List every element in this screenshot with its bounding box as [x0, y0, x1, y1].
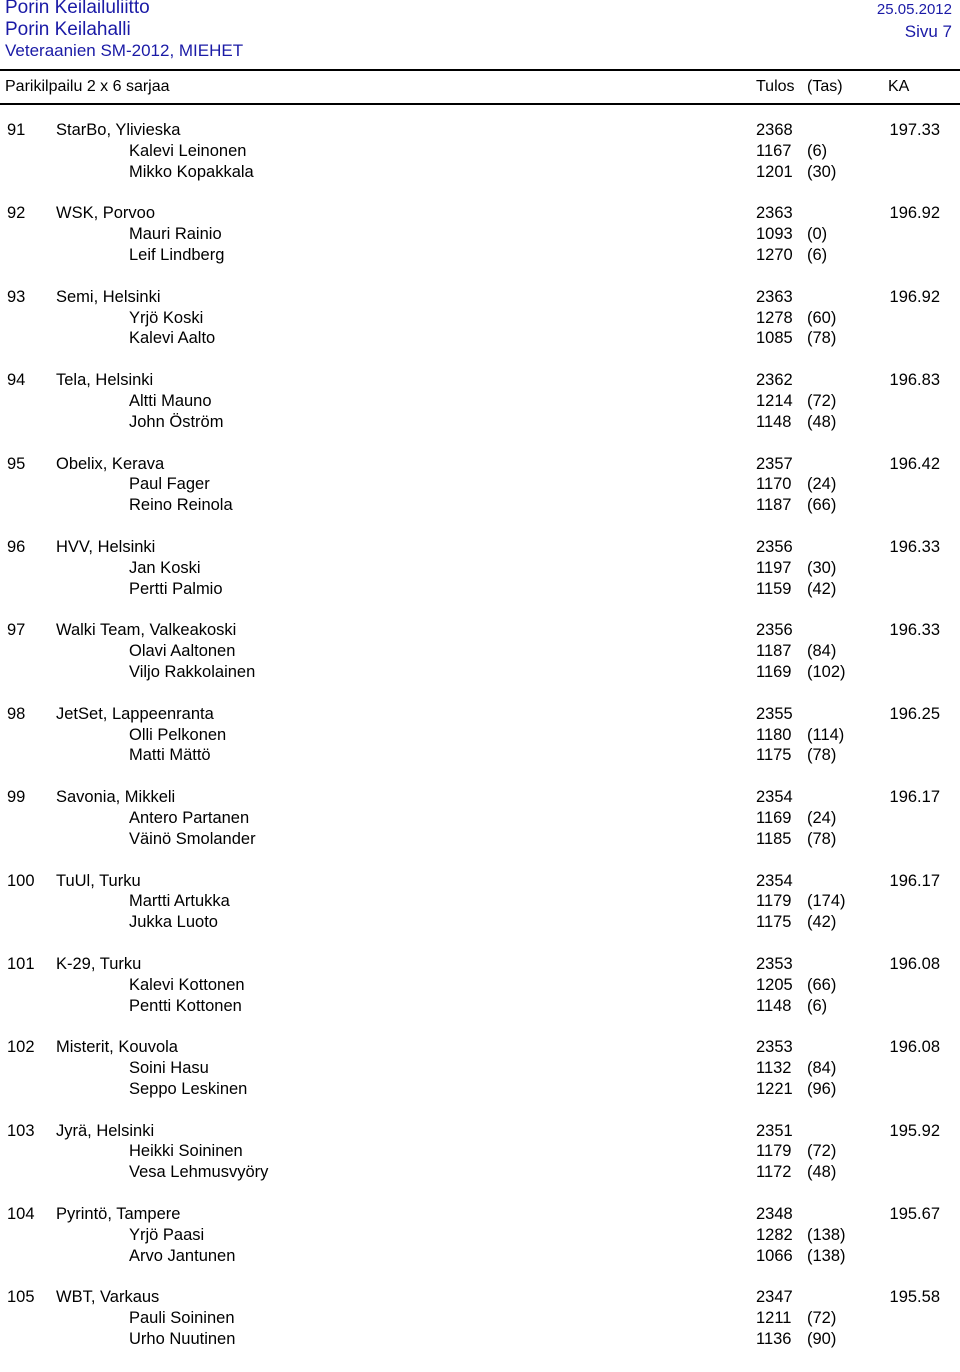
- player-name: Jan Koski: [129, 558, 201, 577]
- team-average: 196.17: [889, 788, 940, 807]
- player-row: [0, 1059, 960, 1080]
- player-handicap: (138): [807, 1246, 846, 1265]
- team-average: 196.33: [889, 537, 940, 556]
- team-total: 2353: [756, 1038, 793, 1057]
- player-handicap: (72): [807, 1309, 837, 1328]
- player-row: [0, 1330, 960, 1351]
- player-handicap: (72): [807, 1142, 837, 1161]
- report-date: 25.05.2012: [876, 1, 952, 18]
- team-rank: 99: [7, 788, 26, 807]
- team-block: [0, 455, 960, 538]
- player-score: 1278: [756, 308, 793, 327]
- player-name: Arvo Jantunen: [129, 1246, 236, 1265]
- player-score: 1169: [756, 808, 792, 827]
- player-score: 1187: [756, 642, 792, 661]
- result-column-header: Tulos: [756, 78, 795, 95]
- player-row: [0, 809, 960, 830]
- handicap-column-header: (Tas): [807, 78, 843, 95]
- player-handicap: (30): [807, 162, 837, 181]
- team-total: 2347: [756, 1288, 793, 1307]
- player-handicap: (84): [807, 1059, 837, 1078]
- team-block: [0, 371, 960, 454]
- player-row: [0, 1309, 960, 1330]
- player-handicap: (102): [807, 662, 846, 681]
- player-handicap: (96): [807, 1079, 837, 1098]
- team-rank: 101: [7, 954, 35, 973]
- player-score: 1175: [756, 746, 792, 765]
- team-name: Obelix, Kerava: [56, 454, 165, 473]
- team-average: 196.33: [889, 621, 940, 640]
- team-average: 196.25: [889, 704, 940, 723]
- player-row: [0, 246, 960, 267]
- player-score: 1179: [756, 1142, 792, 1161]
- player-name: Paul Fager: [129, 475, 210, 494]
- player-score: 1187: [756, 496, 792, 515]
- player-row: [0, 997, 960, 1018]
- team-average: 195.58: [889, 1288, 940, 1307]
- player-row: [0, 642, 960, 663]
- player-handicap: (78): [807, 746, 837, 765]
- team-name: WBT, Varkaus: [56, 1288, 160, 1307]
- team-average: 197.33: [889, 121, 940, 139]
- player-handicap: (42): [807, 913, 837, 932]
- page-number: Sivu 7: [904, 22, 952, 41]
- player-score: 1270: [756, 245, 793, 264]
- player-score: 1066: [756, 1246, 793, 1265]
- player-handicap: (6): [807, 141, 828, 160]
- team-name: HVV, Helsinki: [56, 537, 156, 556]
- player-score: 1179: [756, 892, 792, 911]
- team-name: K-29, Turku: [56, 954, 142, 973]
- player-handicap: (66): [807, 496, 837, 515]
- team-block: [0, 705, 960, 788]
- team-average: 196.17: [889, 871, 940, 890]
- team-average: 196.83: [889, 371, 940, 390]
- player-row: [0, 142, 960, 163]
- team-row: [0, 621, 960, 642]
- team-block: [0, 872, 960, 955]
- team-total: 2354: [756, 788, 793, 807]
- player-handicap: (30): [807, 558, 837, 577]
- event-title: Veteraanien SM-2012, MIEHET: [5, 41, 244, 60]
- team-total: 2348: [756, 1205, 793, 1224]
- player-score: 1148: [756, 412, 792, 431]
- player-score: 1180: [756, 725, 792, 744]
- player-name: Soini Hasu: [129, 1059, 209, 1078]
- player-row: [0, 309, 960, 330]
- player-handicap: (66): [807, 975, 837, 994]
- header-row-2: [5, 19, 952, 41]
- player-name: Reino Reinola: [129, 496, 233, 515]
- player-name: Leif Lindberg: [129, 245, 225, 264]
- player-row: [0, 559, 960, 580]
- team-rank: 97: [7, 621, 26, 640]
- team-total: 2355: [756, 704, 793, 723]
- player-score: 1201: [756, 162, 793, 181]
- team-row: [0, 204, 960, 225]
- player-handicap: (138): [807, 1225, 846, 1244]
- player-handicap: (48): [807, 1163, 837, 1182]
- team-row: [0, 872, 960, 893]
- team-total: 2351: [756, 1121, 793, 1140]
- team-total: 2356: [756, 537, 793, 556]
- player-name: John Öström: [129, 412, 224, 431]
- player-handicap: (72): [807, 391, 837, 410]
- team-total: 2357: [756, 454, 793, 473]
- team-name: WSK, Porvoo: [56, 204, 156, 223]
- team-row: [0, 371, 960, 392]
- team-total: 2362: [756, 371, 793, 390]
- average-column-header: KA: [888, 78, 910, 95]
- team-average: 196.42: [889, 454, 940, 473]
- team-name: Savonia, Mikkeli: [56, 788, 176, 807]
- player-handicap: (114): [807, 725, 845, 744]
- player-name: Kalevi Aalto: [129, 329, 216, 348]
- player-name: Mauri Rainio: [129, 225, 222, 244]
- competition-label: Parikilpailu 2 x 6 sarjaa: [5, 78, 170, 95]
- team-rank: 93: [7, 287, 26, 306]
- team-average: 196.92: [889, 287, 940, 306]
- player-score: 1093: [756, 225, 793, 244]
- player-score: 1169: [756, 662, 792, 681]
- player-row: [0, 892, 960, 913]
- player-score: 1148: [756, 996, 792, 1015]
- player-row: [0, 746, 960, 767]
- team-block: [0, 788, 960, 871]
- team-block: [0, 1288, 960, 1371]
- player-row: [0, 413, 960, 434]
- team-rank: 100: [7, 871, 35, 890]
- player-name: Pauli Soininen: [129, 1309, 235, 1328]
- player-name: Antero Partanen: [129, 808, 250, 827]
- player-row: [0, 329, 960, 350]
- player-score: 1085: [756, 329, 793, 348]
- player-handicap: (48): [807, 412, 837, 431]
- team-name: StarBo, Ylivieska: [56, 121, 181, 139]
- player-score: 1170: [756, 475, 792, 494]
- team-rank: 105: [7, 1288, 35, 1307]
- player-handicap: (24): [807, 475, 837, 494]
- team-row: [0, 538, 960, 559]
- team-total: 2354: [756, 871, 793, 890]
- team-rank: 92: [7, 204, 26, 223]
- player-row: [0, 1080, 960, 1101]
- team-row: [0, 1122, 960, 1143]
- team-rank: 102: [7, 1038, 35, 1057]
- team-total: 2356: [756, 621, 793, 640]
- player-score: 1167: [756, 141, 792, 160]
- player-handicap: (6): [807, 996, 828, 1015]
- player-name: Pentti Kottonen: [129, 996, 242, 1015]
- player-score: 1159: [756, 579, 792, 598]
- team-block: [0, 538, 960, 621]
- player-row: [0, 580, 960, 601]
- player-score: 1205: [756, 975, 793, 994]
- team-rank: 103: [7, 1121, 35, 1140]
- player-row: [0, 1226, 960, 1247]
- team-name: Pyrintö, Tampere: [56, 1205, 181, 1224]
- player-row: [0, 663, 960, 684]
- team-row: [0, 788, 960, 809]
- header-row-3: [5, 41, 952, 63]
- player-row: [0, 1163, 960, 1184]
- team-average: 196.08: [889, 1038, 940, 1057]
- team-row: [0, 1205, 960, 1226]
- player-row: [0, 225, 960, 246]
- player-name: Seppo Leskinen: [129, 1079, 248, 1098]
- team-row: [0, 288, 960, 309]
- player-name: Yrjö Paasi: [129, 1225, 205, 1244]
- player-handicap: (78): [807, 329, 837, 348]
- player-name: Olli Pelkonen: [129, 725, 227, 744]
- player-name: Jukka Luoto: [129, 913, 218, 932]
- team-block: [0, 955, 960, 1038]
- team-block: [0, 121, 960, 204]
- team-name: Tela, Helsinki: [56, 371, 154, 390]
- player-name: Kalevi Leinonen: [129, 141, 247, 160]
- player-score: 1282: [756, 1225, 793, 1244]
- player-row: [0, 475, 960, 496]
- player-name: Vesa Lehmusvyöry: [129, 1163, 269, 1182]
- team-block: [0, 621, 960, 704]
- team-name: Jyrä, Helsinki: [56, 1121, 155, 1140]
- player-row: [0, 496, 960, 517]
- player-handicap: (84): [807, 642, 837, 661]
- team-row: [0, 121, 960, 142]
- player-name: Viljo Rakkolainen: [129, 662, 256, 681]
- team-rank: 98: [7, 704, 26, 723]
- team-total: 2363: [756, 287, 793, 306]
- column-header-bar: [0, 69, 960, 105]
- player-score: 1214: [756, 391, 793, 410]
- player-handicap: (174): [807, 892, 846, 911]
- team-row: [0, 455, 960, 476]
- player-score: 1197: [756, 558, 792, 577]
- team-block: [0, 204, 960, 287]
- player-row: [0, 830, 960, 851]
- results-list: [0, 121, 960, 1372]
- player-name: Kalevi Kottonen: [129, 975, 245, 994]
- team-name: JetSet, Lappeenranta: [56, 704, 214, 723]
- player-row: [0, 726, 960, 747]
- team-block: [0, 1038, 960, 1121]
- player-score: 1221: [756, 1079, 793, 1098]
- player-row: [0, 976, 960, 997]
- team-average: 196.92: [889, 204, 940, 223]
- player-score: 1136: [756, 1330, 792, 1349]
- player-handicap: (78): [807, 829, 837, 848]
- player-name: Yrjö Koski: [129, 308, 204, 327]
- player-name: Martti Artukka: [129, 892, 230, 911]
- team-block: [0, 1122, 960, 1205]
- player-score: 1185: [756, 829, 792, 848]
- player-name: Väinö Smolander: [129, 829, 256, 848]
- team-row: [0, 1288, 960, 1309]
- player-name: Altti Mauno: [129, 391, 212, 410]
- player-name: Olavi Aaltonen: [129, 642, 236, 661]
- player-handicap: (0): [807, 225, 828, 244]
- player-name: Heikki Soininen: [129, 1142, 243, 1161]
- player-row: [0, 1247, 960, 1268]
- player-handicap: (42): [807, 579, 837, 598]
- organization-name: Porin Keilailuliitto: [5, 0, 150, 18]
- team-rank: 95: [7, 454, 26, 473]
- team-average: 195.67: [889, 1205, 940, 1224]
- team-average: 196.08: [889, 954, 940, 973]
- team-name: Walki Team, Valkeakoski: [56, 621, 237, 640]
- player-score: 1211: [756, 1309, 792, 1328]
- team-total: 2353: [756, 954, 793, 973]
- team-name: Semi, Helsinki: [56, 287, 161, 306]
- player-handicap: (6): [807, 245, 828, 264]
- player-handicap: (24): [807, 808, 837, 827]
- player-name: Pertti Palmio: [129, 579, 223, 598]
- player-name: Urho Nuutinen: [129, 1330, 236, 1349]
- team-name: Misterit, Kouvola: [56, 1038, 178, 1057]
- team-row: [0, 705, 960, 726]
- player-score: 1132: [756, 1059, 792, 1078]
- player-name: Matti Mättö: [129, 746, 211, 765]
- player-score: 1175: [756, 913, 792, 932]
- team-rank: 91: [7, 121, 26, 139]
- team-rank: 96: [7, 537, 26, 556]
- team-block: [0, 288, 960, 371]
- player-row: [0, 1142, 960, 1163]
- team-row: [0, 955, 960, 976]
- team-rank: 94: [7, 371, 26, 390]
- player-handicap: (60): [807, 308, 837, 327]
- player-handicap: (90): [807, 1330, 837, 1349]
- team-average: 195.92: [889, 1121, 940, 1140]
- player-row: [0, 913, 960, 934]
- player-name: Mikko Kopakkala: [129, 162, 254, 181]
- player-row: [0, 392, 960, 413]
- player-score: 1172: [756, 1163, 792, 1182]
- team-row: [0, 1038, 960, 1059]
- header-row-1: [5, 0, 952, 19]
- venue-name: Porin Keilahalli: [5, 19, 131, 40]
- team-total: 2363: [756, 204, 793, 223]
- player-row: [0, 163, 960, 184]
- team-rank: 104: [7, 1205, 35, 1224]
- team-block: [0, 1205, 960, 1288]
- team-name: TuUl, Turku: [56, 871, 141, 890]
- team-total: 2368: [756, 121, 793, 139]
